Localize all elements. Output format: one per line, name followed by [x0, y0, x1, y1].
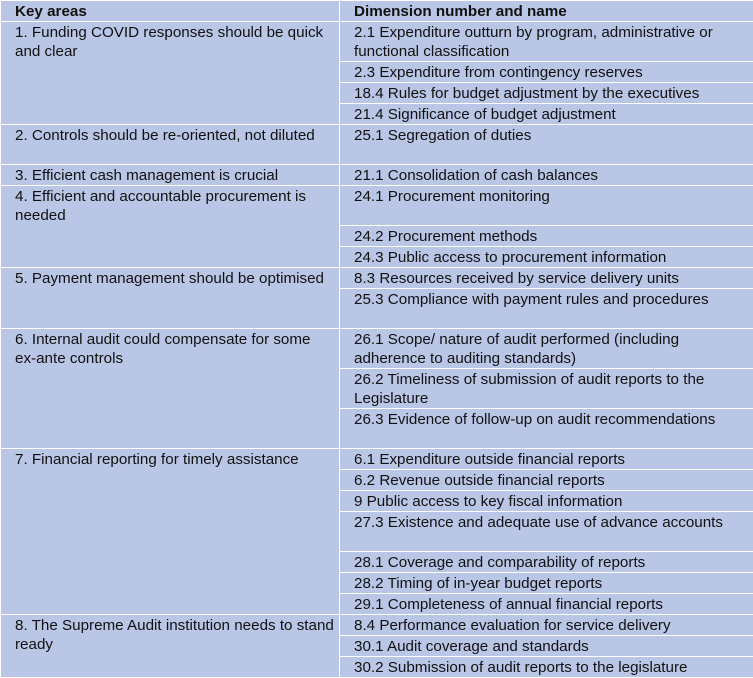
key-area-cell: 3. Efficient cash management is crucial — [1, 165, 340, 186]
dimension-cell: 6.1 Expenditure outside financial reports — [340, 449, 753, 470]
key-area-cell: 2. Controls should be re-oriented, not diluted — [1, 125, 340, 165]
table-row — [1, 329, 753, 369]
dimension-cell: 28.2 Timing of in-year budget reports — [340, 573, 753, 594]
table-row — [1, 615, 753, 636]
header-row — [1, 1, 753, 22]
dimension-header: Dimension number and name — [340, 1, 753, 22]
table-row — [1, 125, 753, 165]
dimension-cell: 30.1 Audit coverage and standards — [340, 636, 753, 657]
key-area-cell: 6. Internal audit could compensate for some ex-ante controls — [1, 329, 340, 449]
key-areas-header: Key areas — [1, 1, 340, 22]
table-row — [1, 268, 753, 289]
table-row — [1, 165, 753, 186]
dimension-cell: 8.4 Performance evaluation for service delivery — [340, 615, 753, 636]
key-area-cell: 4. Efficient and accountable procurement is needed — [1, 186, 340, 268]
dimension-cell: 26.3 Evidence of follow-up on audit recommendations — [340, 409, 753, 449]
dimension-cell: 2.3 Expenditure from contingency reserves — [340, 62, 753, 83]
dimension-cell: 2.1 Expenditure outturn by program, administrative or functional classification — [340, 22, 753, 62]
key-area-cell: 8. The Supreme Audit institution needs to stand ready — [1, 615, 340, 678]
dimension-cell: 24.1 Procurement monitoring — [340, 186, 753, 226]
table-row — [1, 22, 753, 62]
dimension-cell: 26.1 Scope/ nature of audit performed (including adherence to auditing standards) — [340, 329, 753, 369]
table-row — [1, 186, 753, 226]
dimension-cell: 9 Public access to key fiscal information — [340, 491, 753, 512]
dimension-cell: 24.2 Procurement methods — [340, 226, 753, 247]
dimension-cell: 28.1 Coverage and comparability of reports — [340, 552, 753, 573]
dimension-cell: 18.4 Rules for budget adjustment by the executives — [340, 83, 753, 104]
dimension-cell: 30.2 Submission of audit reports to the legislature — [340, 657, 753, 678]
dimension-cell: 29.1 Completeness of annual financial reports — [340, 594, 753, 615]
dimension-cell: 25.3 Compliance with payment rules and procedures — [340, 289, 753, 329]
dimension-cell: 25.1 Segregation of duties — [340, 125, 753, 165]
dimension-cell: 24.3 Public access to procurement information — [340, 247, 753, 268]
key-area-cell: 1. Funding COVID responses should be quick and clear — [1, 22, 340, 125]
dimension-cell: 26.2 Timeliness of submission of audit reports to the Legislature — [340, 369, 753, 409]
key-area-cell: 7. Financial reporting for timely assistance — [1, 449, 340, 615]
key-area-cell: 5. Payment management should be optimised — [1, 268, 340, 329]
dimension-cell: 27.3 Existence and adequate use of advance accounts — [340, 512, 753, 552]
dimension-cell: 8.3 Resources received by service delivery units — [340, 268, 753, 289]
table-row — [1, 449, 753, 470]
dimension-cell: 21.4 Significance of budget adjustment — [340, 104, 753, 125]
dimension-cell: 21.1 Consolidation of cash balances — [340, 165, 753, 186]
dimension-cell: 6.2 Revenue outside financial reports — [340, 470, 753, 491]
